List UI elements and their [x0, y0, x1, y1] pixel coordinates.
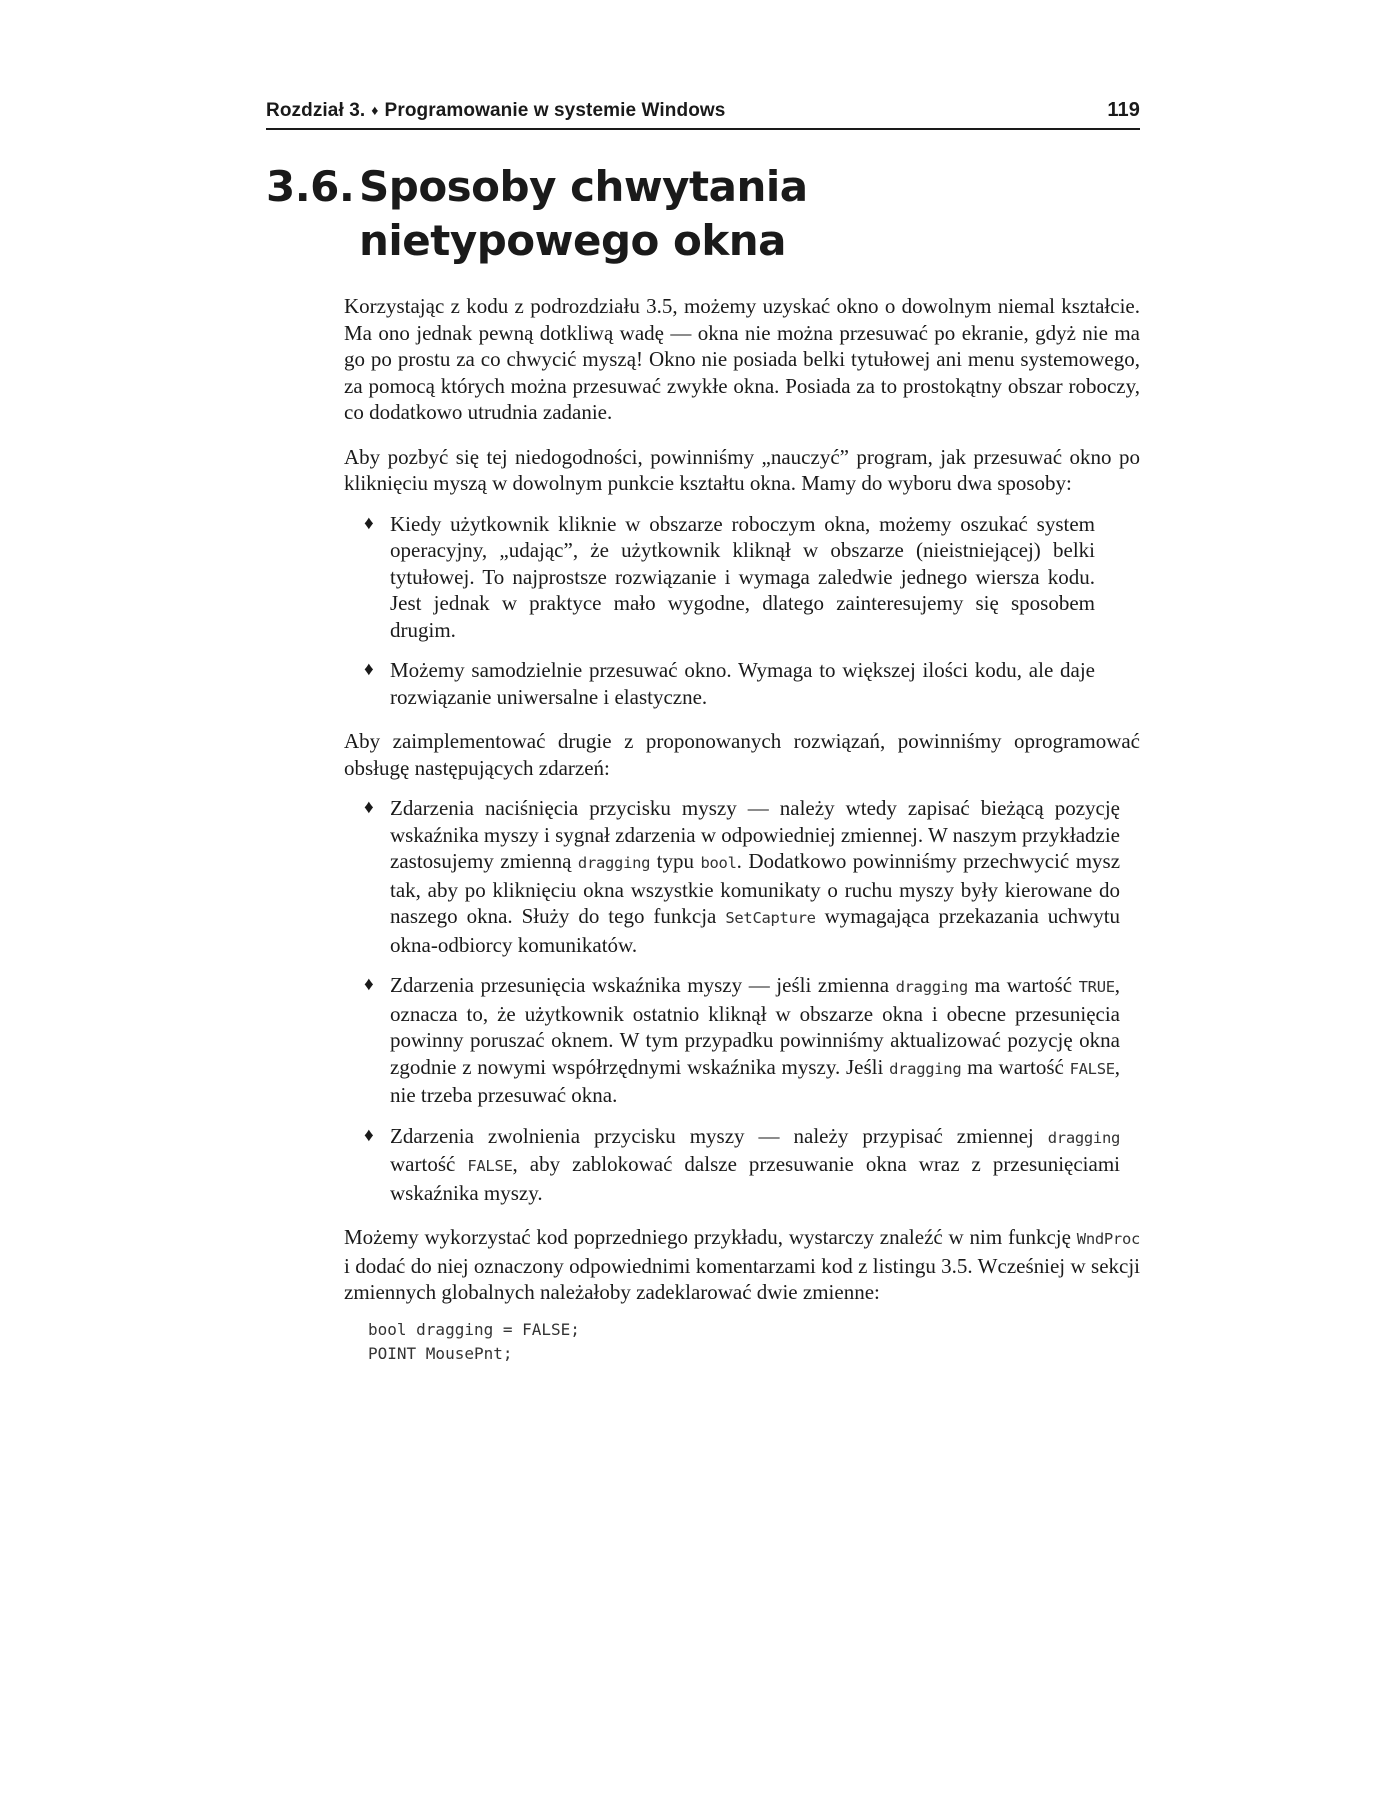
list-item-text: . Dodatkowo powinniśmy przechwycić mysz tak, aby po kliknięciu okna wszystkie komunikaty o ruchu myszy były kierowane do naszego okna. Służy do tego funkcja — [390, 849, 1121, 928]
list-item-text: Kiedy użytkownik kliknie w obszarze roboczym okna, możemy oszukać system operacyjny, „udając”, że użytkownik kliknął w obszarze (nieistniejącej) belki tytułowej. To najprostsze rozwiązanie i wymaga zaledwie jednego wiersza kodu. Jest jednak w praktyce mało wygodne, dlatego zainteresujemy się sposobem drugim. — [390, 511, 1095, 642]
running-header — [266, 99, 1140, 130]
bullet-list-methods — [344, 511, 1140, 711]
inline-code: WndProc — [1076, 1230, 1141, 1248]
list-item-text: Zdarzenia zwolnienia przycisku myszy — należy przypisać zmiennej — [390, 1123, 1034, 1148]
list-item-text: ma wartość — [974, 973, 1073, 997]
paragraph-text: i dodać do niej oznaczony odpowiednimi komentarzami kod z listingu 3.5. Wcześniej w sekcji zmiennych globalnych należałoby zadeklarować dwie zmienne: — [344, 1253, 1140, 1304]
paragraph-listing — [344, 1224, 1140, 1306]
inline-code: TRUE — [1078, 978, 1115, 996]
inline-code: dragging — [577, 854, 651, 872]
inline-code: bool — [700, 854, 737, 872]
code-line: bool dragging = FALSE; — [368, 1319, 580, 1339]
list-item-text: typu — [656, 849, 694, 873]
diamond-bullet-icon: ♦ — [364, 659, 374, 680]
diamond-icon: ♦ — [371, 102, 379, 118]
list-item-text: wartość — [390, 1152, 456, 1176]
list-item-text: Zdarzenia naciśnięcia przycisku myszy — należy wtedy zapisać bieżącą pozycję wskaźnika myszy i sygnał zdarzenia w odpowiedniej zmiennej. W naszym przykładzie zastosujemy zmienną — [390, 796, 1120, 873]
diamond-bullet-icon: ♦ — [364, 1124, 374, 1146]
list-item — [344, 795, 1120, 958]
paragraph-problem: Aby pozbyć się tej niedogodności, powinniśmy „nauczyć” program, jak przesuwać okno po kliknięciu myszą w dowolnym punkcie kształtu okna. Mamy do wyboru dwa sposoby: — [344, 444, 1140, 495]
chapter-label: Rozdział 3. — [266, 100, 366, 121]
body-text — [344, 293, 1140, 1366]
list-item-text: , nie trzeba przesuwać okna. — [390, 1054, 1121, 1107]
list-item-text: ma wartość — [967, 1054, 1064, 1079]
code-block — [368, 1318, 1140, 1366]
inline-code: SetCapture — [725, 909, 816, 927]
code-line: POINT MousePnt; — [368, 1343, 513, 1363]
inline-code: dragging — [889, 1059, 962, 1078]
list-item-text: wymagająca przekazania uchwytu okna-odbiorcy komunikatów. — [390, 904, 1121, 957]
list-item — [344, 972, 1120, 1109]
diamond-bullet-icon: ♦ — [364, 797, 374, 818]
paragraph-events: Aby zaimplementować drugie z proponowanych rozwiązań, powinniśmy oprogramować obsługę następujących zdarzeń: — [344, 729, 1140, 780]
list-item — [344, 1123, 1120, 1207]
diamond-bullet-icon: ♦ — [364, 512, 374, 534]
list-item-text: , oznacza to, że użytkownik ostatnio kliknął w obszarze okna i obecne przesunięcia powinny poruszać oknem. W tym przypadku powinniśmy aktualizować pozycję okna zgodnie z nowymi współrzędnymi wskaźnika myszy. Jeśli — [390, 973, 1121, 1079]
list-item — [344, 657, 1095, 710]
inline-code: FALSE — [467, 1157, 513, 1175]
bullet-list-events — [344, 795, 1140, 1206]
page-number: 119 — [1107, 99, 1140, 121]
chapter-title: Programowanie w systemie Windows — [384, 100, 726, 121]
list-item-text: , aby zablokować dalsze przesuwanie okna wraz z przesunięciami wskaźnika myszy. — [390, 1152, 1121, 1205]
diamond-bullet-icon: ♦ — [364, 974, 374, 995]
list-item-text: Możemy samodzielnie przesuwać okno. Wymaga to większej ilości kodu, ale daje rozwiązanie uniwersalne i elastyczne. — [390, 658, 1095, 709]
inline-code: dragging — [895, 978, 968, 996]
list-item — [344, 511, 1095, 644]
paragraph-intro: Korzystając z kodu z podrozdziału 3.5, możemy uzyskać okno o dowolnym niemal kształcie. Ma ono jednak pewną dotkliwą wadę — okna nie można przesuwać po ekranie, gdyż nie ma go po prostu za co chwycić myszą! Okno nie posiada belki tytułowej ani menu systemowego, za pomocą których można przesuwać zwykłe okna. Posiada za to prostokątny obszar roboczy, co dodatkowo utrudnia zadanie. — [344, 294, 1140, 424]
inline-code: FALSE — [1069, 1059, 1115, 1078]
section-title-line1: Sposoby chwytania — [359, 162, 808, 211]
inline-code: dragging — [1047, 1128, 1121, 1147]
section-heading — [266, 160, 808, 268]
section-number: 3.6. — [266, 162, 355, 211]
section-title-line2: nietypowego okna — [359, 216, 787, 265]
running-header-title — [266, 100, 725, 122]
list-item-text: Zdarzenia przesunięcia wskaźnika myszy — jeśli zmienna — [390, 973, 890, 997]
paragraph-text: Możemy wykorzystać kod poprzedniego przykładu, wystarczy znaleźć w nim funkcję — [344, 1225, 1071, 1249]
